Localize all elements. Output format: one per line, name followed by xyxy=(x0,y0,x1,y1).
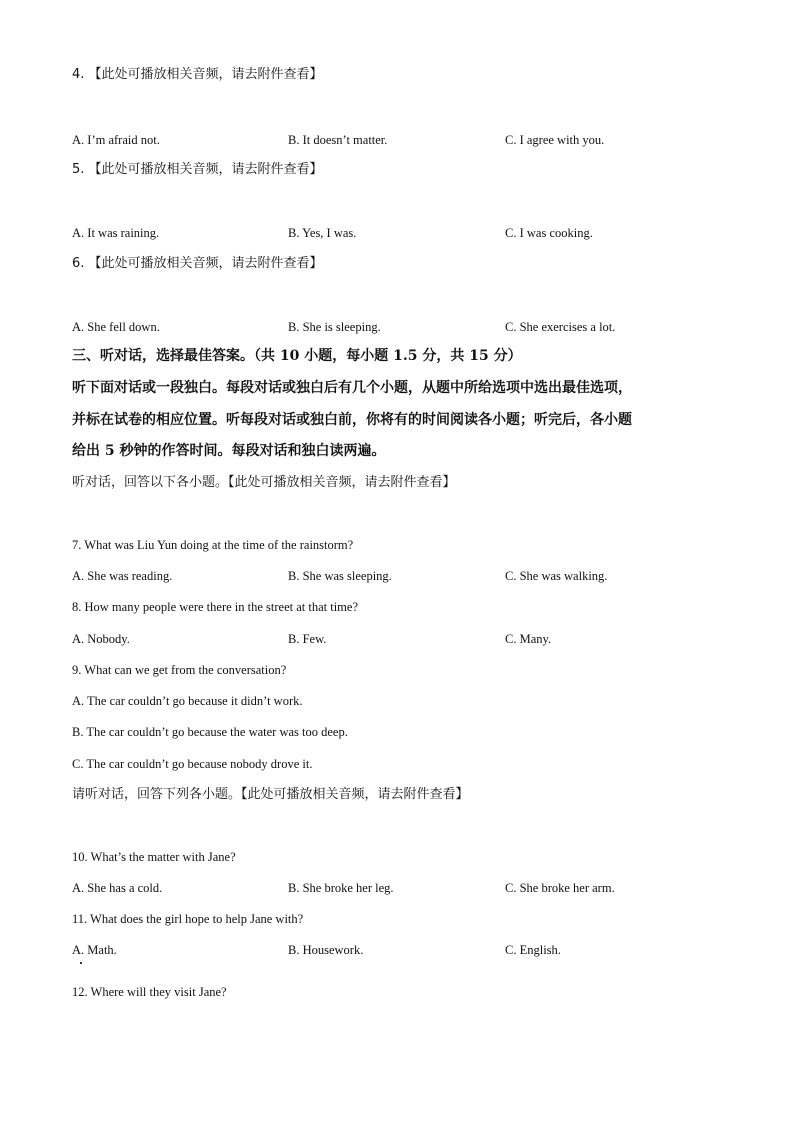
question-6-option-a: A. She fell down. xyxy=(72,320,160,334)
question-7-option-c: C. She was walking. xyxy=(505,569,608,583)
section-3-instruction-1: 听下面对话或一段独白。每段对话或独白后有几个小题，从题中所给选项中选出最佳选项， xyxy=(72,380,632,396)
question-5-option-c: C. I was cooking. xyxy=(505,226,593,240)
question-9-prompt: 9. What can we get from the conversation? xyxy=(72,663,287,677)
question-8-option-b: B. Few. xyxy=(288,632,327,646)
question-9-option-a: A. The car couldn’t go because it didn’t work. xyxy=(72,694,303,708)
section-3-instruction-2: 并标在试卷的相应位置。听每段对话或独白前，你将有的时间阅读各小题；听完后，各小题 xyxy=(72,412,632,428)
question-11-option-b: B. Housework. xyxy=(288,943,364,957)
question-7-option-b: B. She was sleeping. xyxy=(288,569,392,583)
stray-mark xyxy=(80,962,82,964)
question-6-option-b: B. She is sleeping. xyxy=(288,320,381,334)
question-4-prompt: 4. 【此处可播放相关音频，请去附件查看】 xyxy=(72,67,323,82)
question-6-prompt: 6. 【此处可播放相关音频，请去附件查看】 xyxy=(72,256,323,271)
dialog-2-intro: 请听对话，回答下列各小题。【此处可播放相关音频，请去附件查看】 xyxy=(72,787,469,802)
section-3-instruction-3: 给出 5 秒钟的作答时间。每段对话和独白读两遍。 xyxy=(72,443,386,459)
question-6-option-c: C. She exercises a lot. xyxy=(505,320,616,334)
question-8-option-a: A. Nobody. xyxy=(72,632,130,646)
question-10-option-a: A. She has a cold. xyxy=(72,881,163,895)
question-11-option-c: C. English. xyxy=(505,943,561,957)
question-9-option-c: C. The car couldn’t go because nobody drove it. xyxy=(72,757,313,771)
question-8-option-c: C. Many. xyxy=(505,632,552,646)
dialog-1-intro: 听对话，回答以下各小题。【此处可播放相关音频，请去附件查看】 xyxy=(72,475,456,490)
question-4-option-a: A. I’m afraid not. xyxy=(72,133,160,147)
question-12-prompt: 12. Where will they visit Jane? xyxy=(72,985,227,999)
question-11-option-a: A. Math. xyxy=(72,943,117,957)
question-7-option-a: A. She was reading. xyxy=(72,569,173,583)
question-9-option-b: B. The car couldn’t go because the water was too deep. xyxy=(72,725,348,739)
question-5-option-b: B. Yes, I was. xyxy=(288,226,357,240)
question-8-prompt: 8. How many people were there in the street at that time? xyxy=(72,600,359,614)
section-3-title: 三、听对话，选择最佳答案。（共 10 小题，每小题 1.5 分，共 15 分） xyxy=(72,348,522,364)
question-10-prompt: 10. What’s the matter with Jane? xyxy=(72,850,236,864)
question-4-option-b: B. It doesn’t matter. xyxy=(288,133,388,147)
question-11-prompt: 11. What does the girl hope to help Jane with? xyxy=(72,912,304,926)
question-10-option-c: C. She broke her arm. xyxy=(505,881,615,895)
question-7-prompt: 7. What was Liu Yun doing at the time of the rainstorm? xyxy=(72,538,354,552)
question-4-option-c: C. I agree with you. xyxy=(505,133,605,147)
question-5-option-a: A. It was raining. xyxy=(72,226,160,240)
question-5-prompt: 5. 【此处可播放相关音频，请去附件查看】 xyxy=(72,162,323,177)
question-10-option-b: B. She broke her leg. xyxy=(288,881,394,895)
